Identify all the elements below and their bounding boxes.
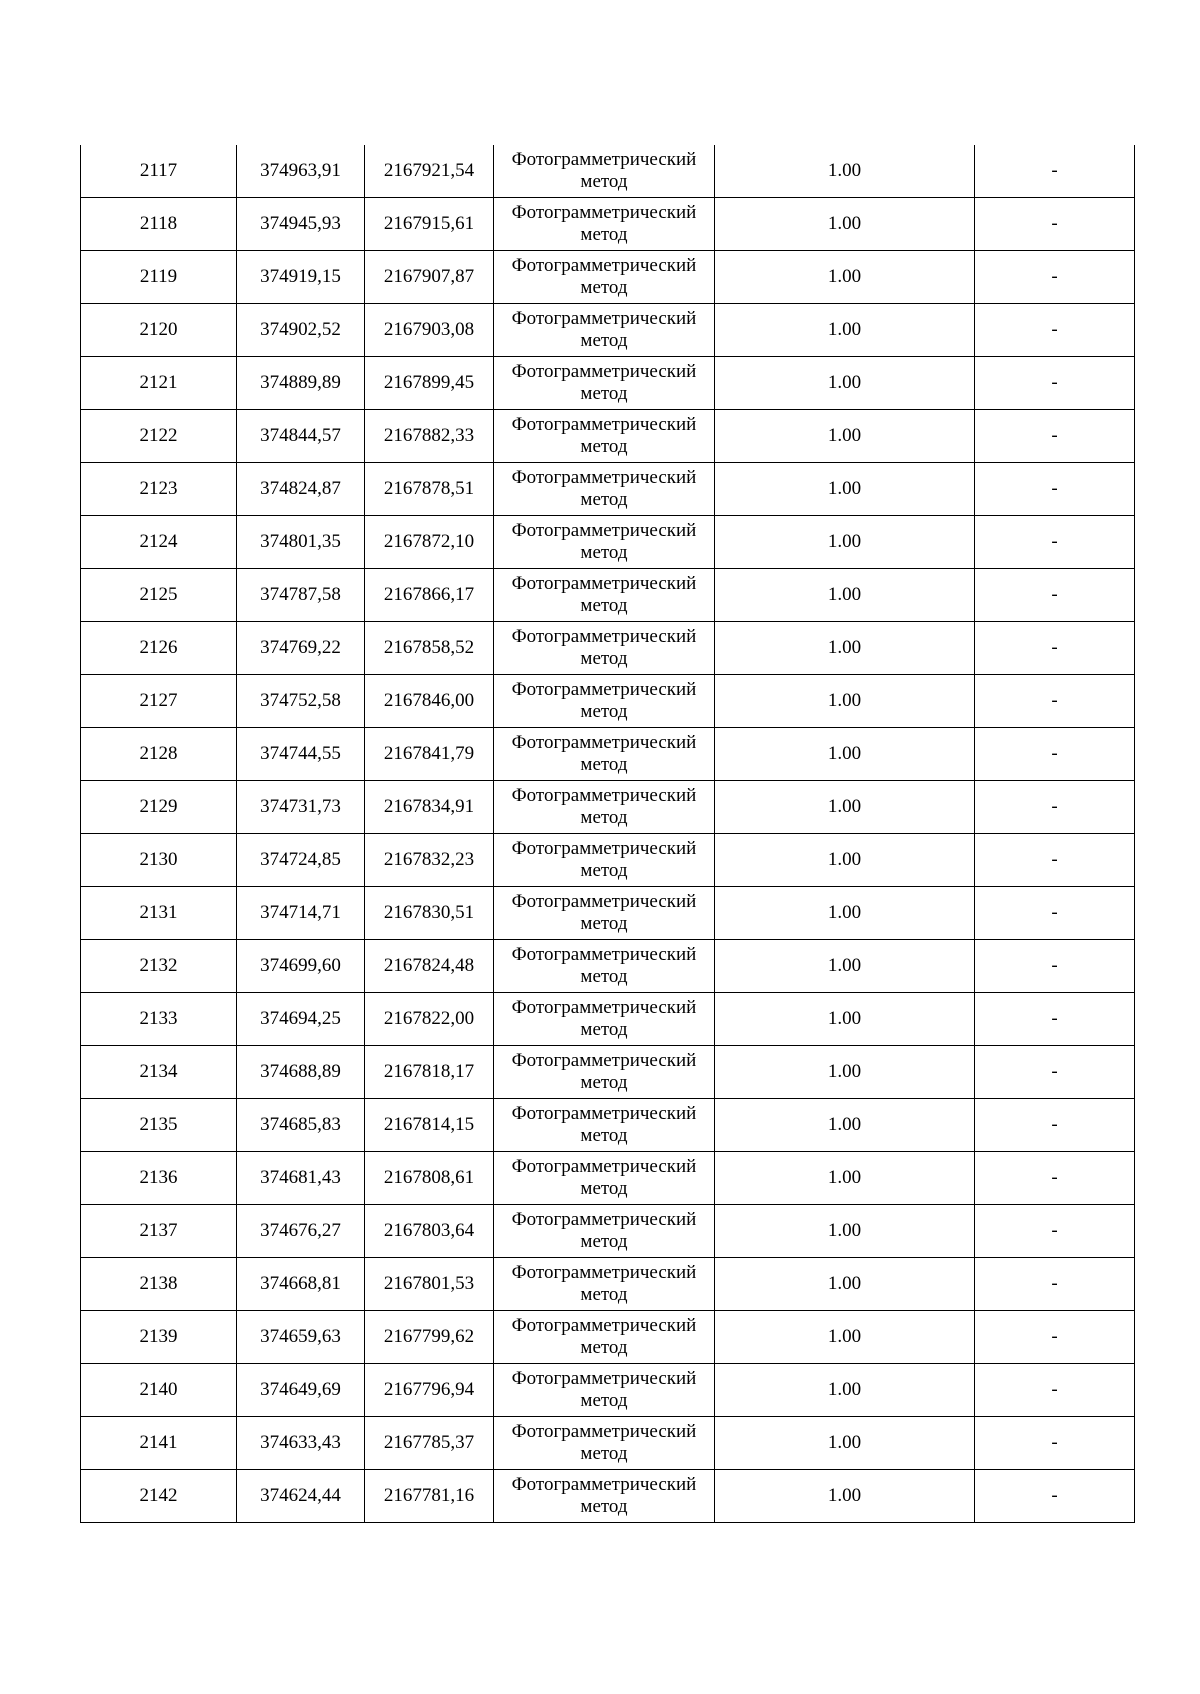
x-coordinate-cell: 374624,44 — [237, 1470, 365, 1523]
table-row — [81, 357, 1135, 410]
table-row — [81, 1046, 1135, 1099]
method-cell — [494, 1364, 715, 1417]
method-cell — [494, 1152, 715, 1205]
method-text: Фотограмметрический метод — [511, 1421, 697, 1464]
accuracy-cell: 1.00 — [715, 781, 975, 834]
table-row — [81, 251, 1135, 304]
x-coordinate-cell: 374649,69 — [237, 1364, 365, 1417]
accuracy-cell: 1.00 — [715, 887, 975, 940]
accuracy-cell: 1.00 — [715, 834, 975, 887]
x-coordinate-cell: 374731,73 — [237, 781, 365, 834]
table-row — [81, 410, 1135, 463]
accuracy-cell: 1.00 — [715, 198, 975, 251]
method-text: Фотограмметрический метод — [511, 785, 697, 828]
y-coordinate-cell: 2167903,08 — [365, 304, 494, 357]
y-coordinate-cell: 2167781,16 — [365, 1470, 494, 1523]
table-row — [81, 1470, 1135, 1523]
accuracy-cell: 1.00 — [715, 463, 975, 516]
method-text: Фотограмметрический метод — [511, 838, 697, 881]
coordinates-table-body — [81, 145, 1135, 1523]
method-cell — [494, 940, 715, 993]
method-text: Фотограмметрический метод — [511, 414, 697, 457]
method-text: Фотограмметрический метод — [511, 361, 697, 404]
y-coordinate-cell: 2167915,61 — [365, 198, 494, 251]
accuracy-cell: 1.00 — [715, 940, 975, 993]
method-cell — [494, 622, 715, 675]
table-row — [81, 834, 1135, 887]
method-cell — [494, 1470, 715, 1523]
y-coordinate-cell: 2167846,00 — [365, 675, 494, 728]
accuracy-cell: 1.00 — [715, 1417, 975, 1470]
method-cell — [494, 1311, 715, 1364]
point-number-cell: 2130 — [81, 834, 237, 887]
method-cell — [494, 993, 715, 1046]
x-coordinate-cell: 374699,60 — [237, 940, 365, 993]
x-coordinate-cell: 374752,58 — [237, 675, 365, 728]
method-cell — [494, 304, 715, 357]
table-row — [81, 728, 1135, 781]
y-coordinate-cell: 2167824,48 — [365, 940, 494, 993]
x-coordinate-cell: 374714,71 — [237, 887, 365, 940]
note-cell: - — [975, 834, 1135, 887]
method-cell — [494, 728, 715, 781]
x-coordinate-cell: 374685,83 — [237, 1099, 365, 1152]
x-coordinate-cell: 374902,52 — [237, 304, 365, 357]
note-cell: - — [975, 145, 1135, 198]
note-cell: - — [975, 728, 1135, 781]
y-coordinate-cell: 2167822,00 — [365, 993, 494, 1046]
point-number-cell: 2134 — [81, 1046, 237, 1099]
point-number-cell: 2138 — [81, 1258, 237, 1311]
note-cell: - — [975, 463, 1135, 516]
x-coordinate-cell: 374787,58 — [237, 569, 365, 622]
x-coordinate-cell: 374633,43 — [237, 1417, 365, 1470]
table-row — [81, 569, 1135, 622]
method-text: Фотограмметрический метод — [511, 573, 697, 616]
y-coordinate-cell: 2167921,54 — [365, 145, 494, 198]
y-coordinate-cell: 2167858,52 — [365, 622, 494, 675]
x-coordinate-cell: 374889,89 — [237, 357, 365, 410]
point-number-cell: 2120 — [81, 304, 237, 357]
method-text: Фотограмметрический метод — [511, 1156, 697, 1199]
method-cell — [494, 1205, 715, 1258]
method-text: Фотограмметрический метод — [511, 202, 697, 245]
accuracy-cell: 1.00 — [715, 516, 975, 569]
accuracy-cell: 1.00 — [715, 1258, 975, 1311]
method-text: Фотограмметрический метод — [511, 520, 697, 563]
note-cell: - — [975, 251, 1135, 304]
accuracy-cell: 1.00 — [715, 1205, 975, 1258]
method-text: Фотограмметрический метод — [511, 1209, 697, 1252]
accuracy-cell: 1.00 — [715, 622, 975, 675]
method-cell — [494, 145, 715, 198]
point-number-cell: 2127 — [81, 675, 237, 728]
method-text: Фотограмметрический метод — [511, 1315, 697, 1358]
note-cell: - — [975, 940, 1135, 993]
y-coordinate-cell: 2167832,23 — [365, 834, 494, 887]
method-text: Фотограмметрический метод — [511, 1474, 697, 1517]
method-text: Фотограмметрический метод — [511, 891, 697, 934]
x-coordinate-cell: 374694,25 — [237, 993, 365, 1046]
note-cell: - — [975, 622, 1135, 675]
method-text: Фотограмметрический метод — [511, 997, 697, 1040]
table-row — [81, 1205, 1135, 1258]
note-cell: - — [975, 357, 1135, 410]
table-row — [81, 304, 1135, 357]
method-cell — [494, 1258, 715, 1311]
x-coordinate-cell: 374801,35 — [237, 516, 365, 569]
method-cell — [494, 1417, 715, 1470]
accuracy-cell: 1.00 — [715, 251, 975, 304]
accuracy-cell: 1.00 — [715, 569, 975, 622]
y-coordinate-cell: 2167841,79 — [365, 728, 494, 781]
accuracy-cell: 1.00 — [715, 1046, 975, 1099]
method-text: Фотограмметрический метод — [511, 1262, 697, 1305]
accuracy-cell: 1.00 — [715, 145, 975, 198]
method-cell — [494, 357, 715, 410]
y-coordinate-cell: 2167882,33 — [365, 410, 494, 463]
point-number-cell: 2142 — [81, 1470, 237, 1523]
method-text: Фотограмметрический метод — [511, 308, 697, 351]
point-number-cell: 2122 — [81, 410, 237, 463]
note-cell: - — [975, 516, 1135, 569]
note-cell: - — [975, 198, 1135, 251]
method-text: Фотограмметрический метод — [511, 944, 697, 987]
note-cell: - — [975, 781, 1135, 834]
note-cell: - — [975, 1205, 1135, 1258]
x-coordinate-cell: 374724,85 — [237, 834, 365, 887]
point-number-cell: 2133 — [81, 993, 237, 1046]
point-number-cell: 2118 — [81, 198, 237, 251]
accuracy-cell: 1.00 — [715, 728, 975, 781]
y-coordinate-cell: 2167830,51 — [365, 887, 494, 940]
note-cell: - — [975, 1364, 1135, 1417]
table-row — [81, 145, 1135, 198]
method-cell — [494, 1046, 715, 1099]
point-number-cell: 2135 — [81, 1099, 237, 1152]
method-cell — [494, 251, 715, 304]
note-cell: - — [975, 569, 1135, 622]
y-coordinate-cell: 2167808,61 — [365, 1152, 494, 1205]
point-number-cell: 2129 — [81, 781, 237, 834]
coordinates-table — [80, 145, 1135, 1523]
table-row — [81, 1364, 1135, 1417]
accuracy-cell: 1.00 — [715, 993, 975, 1046]
method-text: Фотограмметрический метод — [511, 255, 697, 298]
table-row — [81, 1258, 1135, 1311]
table-row — [81, 198, 1135, 251]
method-text: Фотограмметрический метод — [511, 626, 697, 669]
accuracy-cell: 1.00 — [715, 1152, 975, 1205]
method-cell — [494, 569, 715, 622]
method-text: Фотограмметрический метод — [511, 1103, 697, 1146]
point-number-cell: 2119 — [81, 251, 237, 304]
method-cell — [494, 516, 715, 569]
point-number-cell: 2132 — [81, 940, 237, 993]
method-cell — [494, 1099, 715, 1152]
point-number-cell: 2141 — [81, 1417, 237, 1470]
method-cell — [494, 675, 715, 728]
point-number-cell: 2117 — [81, 145, 237, 198]
y-coordinate-cell: 2167866,17 — [365, 569, 494, 622]
point-number-cell: 2139 — [81, 1311, 237, 1364]
y-coordinate-cell: 2167872,10 — [365, 516, 494, 569]
y-coordinate-cell: 2167814,15 — [365, 1099, 494, 1152]
accuracy-cell: 1.00 — [715, 1311, 975, 1364]
accuracy-cell: 1.00 — [715, 357, 975, 410]
table-row — [81, 675, 1135, 728]
table-row — [81, 781, 1135, 834]
point-number-cell: 2123 — [81, 463, 237, 516]
accuracy-cell: 1.00 — [715, 1364, 975, 1417]
table-row — [81, 887, 1135, 940]
x-coordinate-cell: 374688,89 — [237, 1046, 365, 1099]
y-coordinate-cell: 2167799,62 — [365, 1311, 494, 1364]
method-text: Фотограмметрический метод — [511, 679, 697, 722]
x-coordinate-cell: 374668,81 — [237, 1258, 365, 1311]
x-coordinate-cell: 374963,91 — [237, 145, 365, 198]
method-text: Фотограмметрический метод — [511, 732, 697, 775]
x-coordinate-cell: 374945,93 — [237, 198, 365, 251]
x-coordinate-cell: 374769,22 — [237, 622, 365, 675]
y-coordinate-cell: 2167785,37 — [365, 1417, 494, 1470]
y-coordinate-cell: 2167803,64 — [365, 1205, 494, 1258]
note-cell: - — [975, 1470, 1135, 1523]
point-number-cell: 2121 — [81, 357, 237, 410]
method-cell — [494, 410, 715, 463]
y-coordinate-cell: 2167834,91 — [365, 781, 494, 834]
x-coordinate-cell: 374676,27 — [237, 1205, 365, 1258]
method-text: Фотограмметрический метод — [511, 1050, 697, 1093]
table-row — [81, 622, 1135, 675]
table-row — [81, 1311, 1135, 1364]
note-cell: - — [975, 1417, 1135, 1470]
x-coordinate-cell: 374744,55 — [237, 728, 365, 781]
method-cell — [494, 781, 715, 834]
note-cell: - — [975, 675, 1135, 728]
y-coordinate-cell: 2167878,51 — [365, 463, 494, 516]
method-cell — [494, 887, 715, 940]
point-number-cell: 2124 — [81, 516, 237, 569]
note-cell: - — [975, 1046, 1135, 1099]
x-coordinate-cell: 374919,15 — [237, 251, 365, 304]
point-number-cell: 2140 — [81, 1364, 237, 1417]
method-text: Фотограмметрический метод — [511, 149, 697, 192]
method-cell — [494, 463, 715, 516]
method-text: Фотограмметрический метод — [511, 467, 697, 510]
note-cell: - — [975, 410, 1135, 463]
table-row — [81, 516, 1135, 569]
y-coordinate-cell: 2167818,17 — [365, 1046, 494, 1099]
table-row — [81, 463, 1135, 516]
table-row — [81, 1099, 1135, 1152]
method-text: Фотограмметрический метод — [511, 1368, 697, 1411]
point-number-cell: 2131 — [81, 887, 237, 940]
x-coordinate-cell: 374844,57 — [237, 410, 365, 463]
y-coordinate-cell: 2167796,94 — [365, 1364, 494, 1417]
x-coordinate-cell: 374824,87 — [237, 463, 365, 516]
point-number-cell: 2126 — [81, 622, 237, 675]
y-coordinate-cell: 2167801,53 — [365, 1258, 494, 1311]
accuracy-cell: 1.00 — [715, 304, 975, 357]
table-row — [81, 1152, 1135, 1205]
point-number-cell: 2137 — [81, 1205, 237, 1258]
point-number-cell: 2128 — [81, 728, 237, 781]
accuracy-cell: 1.00 — [715, 1099, 975, 1152]
note-cell: - — [975, 1152, 1135, 1205]
accuracy-cell: 1.00 — [715, 675, 975, 728]
point-number-cell: 2136 — [81, 1152, 237, 1205]
x-coordinate-cell: 374659,63 — [237, 1311, 365, 1364]
note-cell: - — [975, 1311, 1135, 1364]
accuracy-cell: 1.00 — [715, 1470, 975, 1523]
note-cell: - — [975, 1099, 1135, 1152]
method-cell — [494, 198, 715, 251]
table-row — [81, 940, 1135, 993]
x-coordinate-cell: 374681,43 — [237, 1152, 365, 1205]
y-coordinate-cell: 2167907,87 — [365, 251, 494, 304]
note-cell: - — [975, 304, 1135, 357]
note-cell: - — [975, 887, 1135, 940]
note-cell: - — [975, 993, 1135, 1046]
table-row — [81, 1417, 1135, 1470]
accuracy-cell: 1.00 — [715, 410, 975, 463]
note-cell: - — [975, 1258, 1135, 1311]
table-row — [81, 993, 1135, 1046]
y-coordinate-cell: 2167899,45 — [365, 357, 494, 410]
point-number-cell: 2125 — [81, 569, 237, 622]
method-cell — [494, 834, 715, 887]
